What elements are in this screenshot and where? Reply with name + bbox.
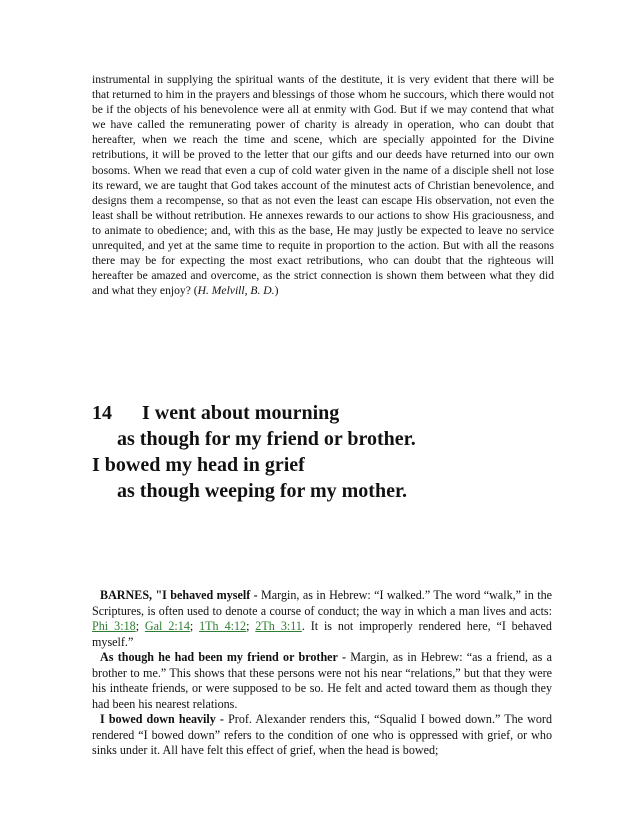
scripture-ref-link[interactable]: Gal_2:14 [144,619,190,633]
commentary-paragraph-bowed [92,712,552,759]
verse-line-1 [92,400,592,426]
entry-heading: As though he had been my friend or brother - [100,650,346,664]
entry-heading: BARNES, "I behaved myself - [100,588,258,602]
commentary-paragraph-behaved: BARNES, "I behaved myself - Margin, as in Hebrew: “I walked.” The word “walk,” in the Scriptures, is often used to denote a course of conduct; the way in which a man lives and acts: Phi_3:18; Gal_2:14; 1Th_4:12; 2Th_3:11. It is not improperly rendered here, “I behaved myself.” [92,588,552,649]
entry-heading: I bowed down heavily - [100,712,224,726]
verse-line-text: I went about mourning [142,402,340,424]
paragraph-text: instrumental in supplying the spiritual wants of the destitute, it is very evident that there will be that returned to him in the prayers and blessings of those whom he succours, which there would not be if the objects of his benevolence were all at enmity with God. But if we may contend that what we have called the remunerating power of charity is already in operation, who can doubt that hereafter, when we reach the time and scene, which are specially appointed for the Divine retributions, it will be proved to the letter that our gifts and our deeds have returned into our own bosoms. When we read that even a cup of cold water given in the name of a disciple shell not lose its reward, we are taught that God takes account of the minutest acts of Christian benevolence, and designs them a recompense, so that as not even the least can escape His observation, not even the least shall be without retribution. He annexes rewards to our actions to show His graciousness, and to animate to obedience; and, with this as the base, He may justly be expected to leave no service unrequited, and yet at the same time to requite in proportion to the action. But with all the reasons there may be for expecting the most exact retributions, who can doubt that the righteous will hereafter be amazed and overcome, as the strict connection is shown them between what they did and what they enjoy? ( [92,73,554,298]
verse-block [92,400,592,504]
scripture-ref-link[interactable]: 2Th_3:11 [255,619,302,633]
scripture-ref-link[interactable]: Phi_3:18 [92,619,136,633]
entry-text: Margin, as in Hebrew: “as a friend, as a brother to me.” This shows that these persons were not his near “relations,” but that they were his intheate friends, or were supposed to be so. He felt and acted toward them as though they had been his nearest relations. [92,650,553,711]
entry-text: Margin, as in Hebrew: “I walked.” The word “walk,” in the Scriptures, is often used to denote a course of conduct; the way in which a man lives and acts: [92,588,552,618]
verse-line-4: as though weeping for my mother. [117,480,408,502]
citation-close: ) [274,284,279,298]
commentary-paragraph-melvill [92,72,554,298]
entry-text-tail: . It is not improperly rendered here, “I behaved myself.” [92,619,552,649]
scripture-ref-link[interactable]: 1Th_4:12 [199,619,247,633]
entry-text: Prof. Alexander renders this, “Squalid I bowed down.” The word rendered “I bowed down” refers to the condition of one who is oppressed with grief, or who sinks under it. All have felt this effect of grief, when the head is bowed; [92,712,552,757]
verse-line-3: I bowed my head in grief [92,454,305,476]
verse-line-2: as though for my friend or brother. [117,428,416,450]
author-citation: H. Melvill, B. D. [197,284,275,298]
barnes-commentary [92,588,552,759]
verse-number: 14 [92,402,112,424]
commentary-paragraph-friend [92,650,552,712]
